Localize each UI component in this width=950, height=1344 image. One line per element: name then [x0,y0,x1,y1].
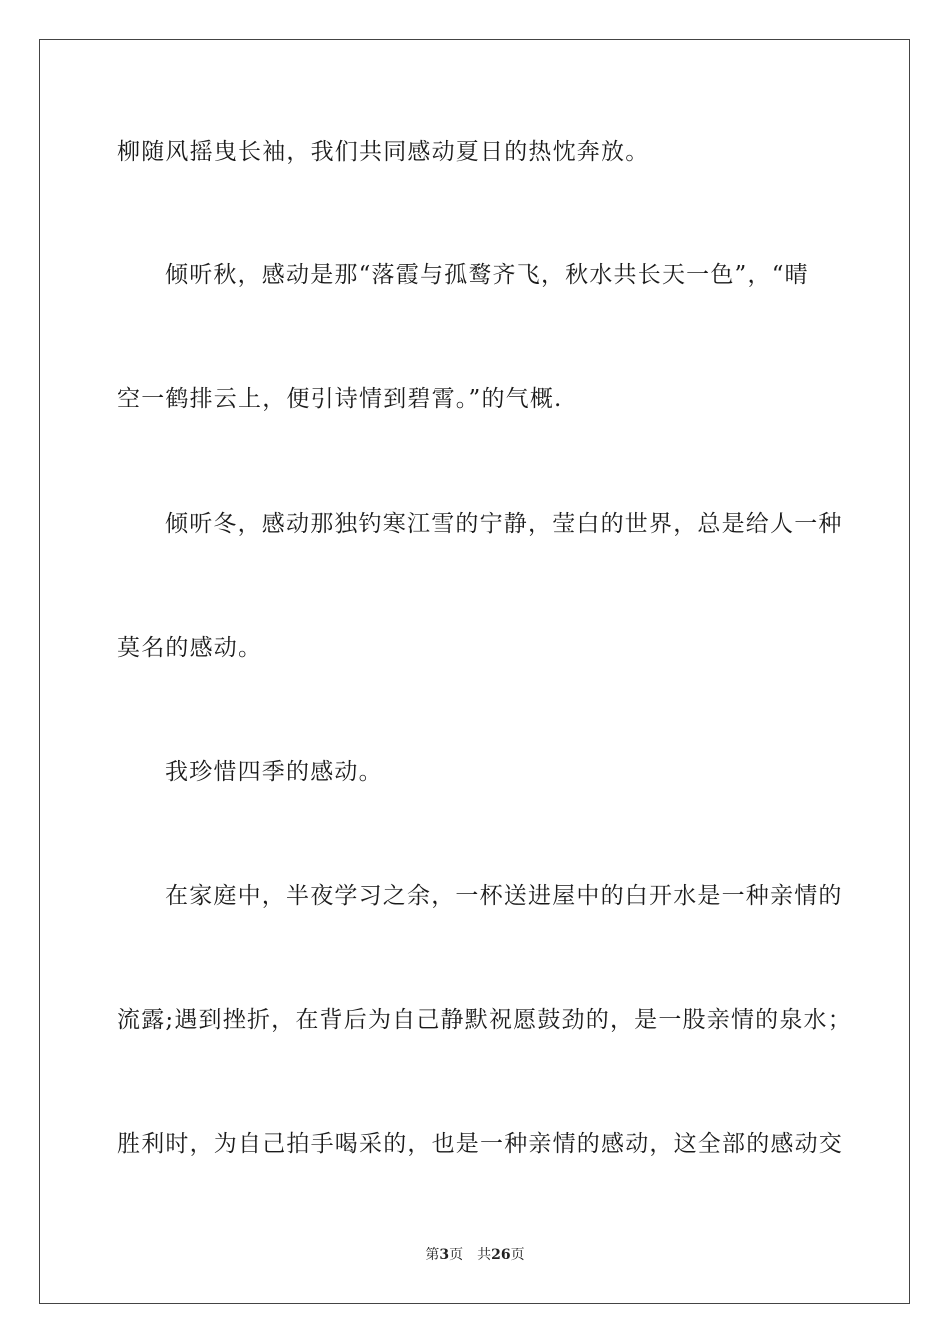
footer-page-suffix: 页 [449,1247,464,1263]
text-line-5: 莫名的感动。 [117,635,263,661]
text-line-4: 倾听冬，感动那独钓寒江雪的宁静，莹白的世界，总是给人一种 [165,511,843,537]
footer-total-prefix: 共 [477,1247,492,1263]
footer-page-prefix: 第 [425,1247,440,1263]
text-line-8: 流露;遇到挫折，在背后为自己静默祝愿鼓劲的，是一股亲情的泉水； [117,1007,852,1033]
text-line-7: 在家庭中，半夜学习之余，一杯送进屋中的白开水是一种亲情的 [165,883,843,909]
footer-total-suffix: 页 [510,1247,525,1263]
text-line-9: 胜利时，为自己拍手喝采的，也是一种亲情的感动，这全部的感动交 [117,1131,843,1157]
footer-total-pages: 26 [491,1247,511,1263]
page-footer [0,1245,950,1265]
text-line-1: 柳随风摇曳长袖，我们共同感动夏日的热忱奔放。 [117,139,650,165]
text-line-6: 我珍惜四季的感动。 [165,759,383,785]
footer-page-number: 3 [439,1247,450,1263]
text-line-3: 空一鹤排云上，便引诗情到碧霄。”的气概. [117,386,563,412]
page-border [39,39,910,1304]
text-line-2: 倾听秋，感动是那“落霞与孤鹜齐飞，秋水共长天一色”，“晴 [165,262,809,288]
